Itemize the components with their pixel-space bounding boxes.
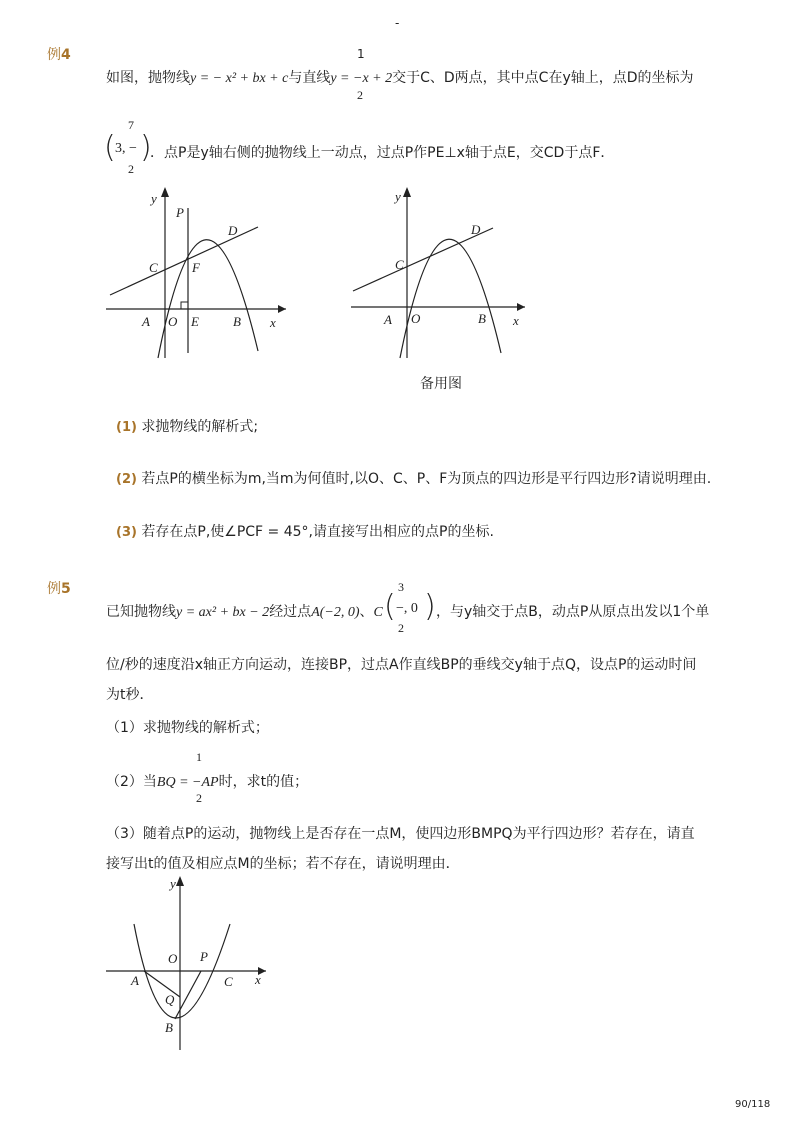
fig2-label-d: D xyxy=(471,222,481,237)
q2-frac-numerator: 1 xyxy=(196,750,202,764)
fig1-label-f: F xyxy=(192,260,200,275)
fig2-label-b: B xyxy=(478,311,486,326)
ex4-line-2: ．点P是y轴右侧的抛物线上一动点，过点P作PE⊥x轴于点E，交CD于点F． xyxy=(150,145,615,161)
ex4-line-1: 如图，抛物线y = − x² + bx + c与直线y = −x + 2交于C、D两点，其中点C在y轴上，点D的坐标为 xyxy=(106,70,694,86)
fig1-label-o: O xyxy=(168,314,178,329)
c-coord-denominator: 2 xyxy=(398,621,404,635)
c-coord-value: −, 0 xyxy=(396,601,418,616)
q2-frac-denominator: 2 xyxy=(196,791,202,805)
d-coord-value: 3, − xyxy=(115,141,137,156)
fig2-label-o: O xyxy=(411,311,421,326)
ex5-figure xyxy=(100,872,275,1055)
ex4-question-3: (3) 若存在点P,使∠PCF = 45°,请直接写出相应的点P的坐标. xyxy=(116,524,494,540)
ex4-question-1: (1) 求抛物线的解析式; xyxy=(116,419,259,435)
d-coord-rparen: ) xyxy=(140,130,152,165)
ex5-line-2: 位/秒的速度沿x轴正方向运动，连接BP，过点A作直线BP的垂线交y轴于点Q，设点P的运动时间 xyxy=(106,657,697,673)
x-axis-arrow xyxy=(278,305,286,313)
ex5-line-1: 已知抛物线y = ax² + bx − 2经过点A(−2, 0)、C xyxy=(106,604,383,620)
fig5-label-x: x xyxy=(255,972,261,987)
ex5-question-2: （2）当BQ = −AP时，求t的值； xyxy=(106,774,309,790)
ex5-line-1-end: ，与y轴交于点B，动点P从原点出发以1个单 xyxy=(436,604,710,620)
c-coord-lparen: ( xyxy=(384,589,396,624)
fig5-label-o: O xyxy=(168,951,178,966)
fig2-label-x: x xyxy=(513,313,519,328)
y-axis-arrow xyxy=(403,187,411,197)
fig1-label-p: P xyxy=(176,205,184,220)
ex5-question-3-line-2: 接写出t的值及相应点M的坐标；若不存在，请说明理由． xyxy=(106,856,460,872)
fig2-label-a: A xyxy=(384,312,392,327)
header-mark: - xyxy=(395,16,400,30)
fig5-label-b: B xyxy=(165,1020,173,1035)
fig1-label-x: x xyxy=(270,315,276,330)
fig5-label-y: y xyxy=(170,876,176,891)
ex5-question-1: （1）求抛物线的解析式； xyxy=(106,720,269,736)
ex5-line-3: 为t秒． xyxy=(106,687,154,703)
fig1-label-y: y xyxy=(151,191,157,206)
backup-figure-caption: 备用图 xyxy=(420,376,462,392)
fig5-label-a: A xyxy=(131,973,139,988)
parabola xyxy=(400,239,501,358)
fig2-label-c: C xyxy=(395,257,404,272)
example-5-label: 例5 xyxy=(47,581,71,597)
fig5-label-q: Q xyxy=(165,992,175,1007)
fig1-label-e: E xyxy=(191,314,199,329)
ex4-figure-main xyxy=(100,183,290,360)
page-number: 90/118 xyxy=(735,1099,771,1110)
ex4-frac-denominator: 2 xyxy=(357,88,363,102)
ex4-figure-backup xyxy=(345,183,535,360)
fig1-label-b: B xyxy=(233,314,241,329)
ex4-question-2: (2) 若点P的横坐标为m,当m为何值时,以O、C、P、F为顶点的四边形是平行四边形?请说明理由. xyxy=(116,471,712,487)
y-axis-arrow xyxy=(176,876,184,886)
fig1-label-d: D xyxy=(228,223,238,238)
line-cd xyxy=(353,228,493,291)
c-coord-rparen: ) xyxy=(424,589,436,624)
right-angle-mark xyxy=(181,302,188,309)
fig1-label-a: A xyxy=(142,314,150,329)
ex4-frac-numerator: 1 xyxy=(357,47,365,61)
parabola xyxy=(158,240,258,358)
fig5-label-p: P xyxy=(200,949,208,964)
d-coord-denominator: 2 xyxy=(128,162,134,176)
fig1-label-c: C xyxy=(149,260,158,275)
example-4-label: 例4 xyxy=(47,47,71,63)
d-coord-numerator: 7 xyxy=(128,118,134,132)
d-coord-lparen: ( xyxy=(104,130,116,165)
x-axis-arrow xyxy=(517,303,525,311)
ex5-question-3-line-1: （3）随着点P的运动，抛物线上是否存在一点M，使四边形BMPQ为平行四边形？若存在，请直 xyxy=(106,826,695,842)
c-coord-numerator: 3 xyxy=(398,580,404,594)
y-axis-arrow xyxy=(161,187,169,197)
fig2-label-y: y xyxy=(395,189,401,204)
fig5-label-c: C xyxy=(224,974,233,989)
